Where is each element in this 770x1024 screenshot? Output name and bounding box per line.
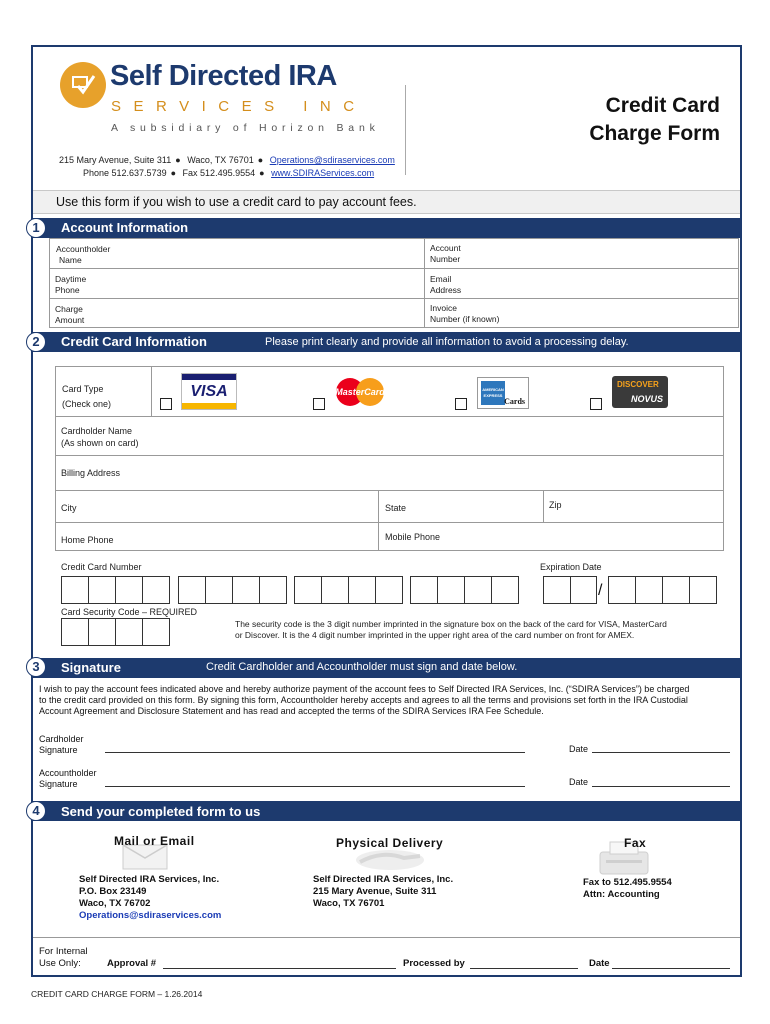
checkmark-logo-icon [70, 72, 96, 98]
physical-address: Self Directed IRA Services, Inc. 215 Mary Avenue, Suite 311 Waco, TX 76701 [313, 874, 454, 909]
card-number-group-3[interactable] [294, 576, 403, 604]
phone: Phone 512.637.5739 [83, 168, 167, 178]
internal-divider [33, 937, 740, 938]
visa-logo-icon: VISA [181, 373, 237, 410]
divider [49, 268, 739, 269]
billing-address-label: Billing Address [61, 468, 121, 478]
section-1-number: 1 [26, 218, 46, 238]
email-address-label: Email Address [430, 274, 462, 295]
security-code-label: Card Security Code – REQUIRED [61, 607, 198, 617]
website-link[interactable]: www.SDIRAServices.com [271, 168, 375, 178]
divider [55, 416, 724, 417]
card-number-group-1[interactable] [61, 576, 170, 604]
expiration-date-label: Expiration Date [540, 562, 602, 572]
fax: Fax 512.495.9554 [182, 168, 256, 178]
cardholder-signature-line[interactable] [105, 752, 525, 753]
security-code-input[interactable] [61, 618, 170, 646]
expiration-month-input[interactable] [543, 576, 597, 604]
accountholder-signature-line[interactable] [105, 786, 525, 787]
city-label: City [61, 503, 77, 513]
mail-email-link[interactable]: Operations@sdiraservices.com [79, 910, 222, 921]
accountholder-signature-label: Accountholder Signature [39, 768, 97, 789]
accountholder-date-line[interactable] [592, 786, 730, 787]
divider [151, 366, 152, 416]
divider [424, 238, 425, 328]
section-4-title: Send your completed form to us [61, 804, 261, 819]
accountholder-date-label: Date [569, 777, 589, 787]
section-2-number: 2 [26, 332, 46, 352]
account-number-label: Account Number [430, 243, 461, 264]
brand-subsidiary: A subsidiary of Horizon Bank [111, 122, 380, 134]
mastercard-logo-icon: MasterCard [334, 376, 386, 408]
section-3-note: Credit Cardholder and Accountholder must sign and date below. [206, 661, 518, 673]
brand-services: SERVICES INC [111, 98, 367, 115]
contact-line-2: Phone 512.637.5739 ● Fax 512.495.9554 ● www.SDIRAServices.com [83, 168, 375, 178]
brand-name: Self Directed IRA [110, 60, 337, 92]
fax-heading: Fax [624, 836, 647, 850]
title-line-2: Charge Form [589, 122, 720, 145]
mail-heading: Mail or Email [114, 834, 195, 848]
card-number-group-4[interactable] [410, 576, 519, 604]
email-link[interactable]: Operations@sdiraservices.com [269, 155, 395, 165]
address: 215 Mary Avenue, Suite 311 [59, 155, 172, 165]
mastercard-checkbox[interactable] [313, 398, 325, 410]
section-3-number: 3 [26, 657, 46, 677]
divider [543, 490, 544, 522]
divider [378, 490, 379, 551]
section-3-title: Signature [61, 660, 121, 675]
daytime-phone-label: Daytime Phone [55, 274, 87, 295]
amex-logo-icon: AMERICAN EXPRESS Cards [477, 377, 529, 409]
title-line-1: Credit Card [605, 94, 720, 117]
contact-line-1: 215 Mary Avenue, Suite 311 ● Waco, TX 76701 ● Operations@sdiraservices.com [59, 155, 395, 165]
state-label: State [385, 503, 407, 513]
card-number-label: Credit Card Number [61, 562, 142, 572]
section-4-number: 4 [26, 801, 46, 821]
city: Waco, TX 76701 [187, 155, 254, 165]
home-phone-label: Home Phone [61, 535, 114, 545]
internal-use-label: For Internal Use Only: [39, 946, 88, 969]
amex-checkbox[interactable] [455, 398, 467, 410]
cardholder-date-label: Date [569, 744, 589, 754]
zip-label: Zip [549, 500, 562, 510]
divider [49, 298, 739, 299]
card-number-group-2[interactable] [178, 576, 287, 604]
section-2-note: Please print clearly and provide all information to avoid a processing delay. [265, 336, 629, 348]
invoice-number-label: Invoice Number (if known) [430, 303, 500, 324]
security-code-note: The security code is the 3 digit number imprinted in the signature box on the back of the card for VISA, MasterCard or Discover. It is the 4 digit number imprinted in the upper right area of the card number on front for AMEX. [235, 619, 667, 640]
divider [55, 522, 724, 523]
page-title [560, 92, 720, 148]
divider [55, 455, 724, 456]
instructions: Use this form if you wish to use a credit card to pay account fees. [56, 195, 417, 209]
internal-date-label: Date [589, 958, 610, 969]
visa-checkbox[interactable] [160, 398, 172, 410]
internal-date-line[interactable] [612, 968, 730, 969]
account-info-table [49, 238, 739, 328]
processed-by-label: Processed by [403, 958, 465, 969]
discover-checkbox[interactable] [590, 398, 602, 410]
discover-logo-icon: DISCOVER NOVUS [612, 376, 668, 408]
authorization-text: I wish to pay the account fees indicated above and hereby authorize payment of the account fees to Self Directed IRA Services, Inc. (“SDIRA Services”) be charged to the credit card provided on this form. By signing this form, Accountholder hereby accepts and agrees to all the terms and provisions set forth in the IRA Custodial Account Agreement and Disclosure Statement and has read and accepted the terms of the SDIRA Services IRA Fee Schedule. [39, 684, 690, 716]
expiration-slash: / [598, 582, 603, 599]
card-type-label: Card Type (Check one) [62, 384, 112, 409]
section-2-title: Credit Card Information [61, 334, 207, 349]
cardholder-name-label: Cardholder Name (As shown on card) [61, 426, 139, 448]
cardholder-date-line[interactable] [592, 752, 730, 753]
fax-details: Fax to 512.495.9554 Attn: Accounting [583, 877, 672, 900]
mail-address: Self Directed IRA Services, Inc. P.O. Box 23149 Waco, TX 76702 Operations@sdiraservices.com [79, 874, 222, 921]
physical-heading: Physical Delivery [336, 836, 444, 850]
section-1-title: Account Information [61, 220, 189, 235]
form-footer: CREDIT CARD CHARGE FORM – 1.26.2014 [31, 989, 203, 999]
header-divider [405, 85, 406, 175]
approval-line[interactable] [163, 968, 396, 969]
processed-by-line[interactable] [470, 968, 578, 969]
charge-amount-label: Charge Amount [55, 304, 85, 325]
mobile-phone-label: Mobile Phone [385, 532, 441, 542]
cardholder-signature-label: Cardholder Signature [39, 734, 84, 755]
divider [55, 490, 724, 491]
expiration-year-input[interactable] [608, 576, 717, 604]
approval-label: Approval # [107, 958, 157, 969]
accountholder-name-label: Accountholder Name [56, 244, 111, 265]
